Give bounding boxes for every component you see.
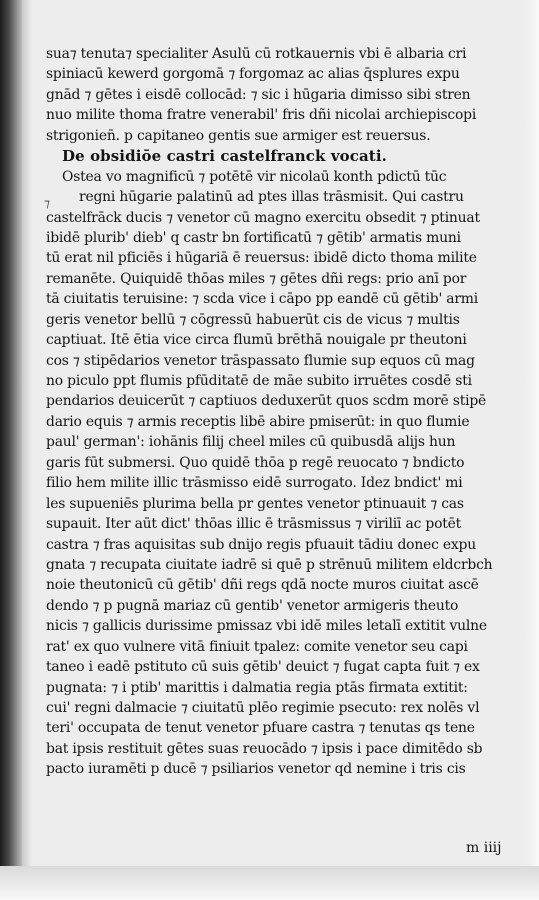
text-line: nicis ⁊ gallicis durissime pmissaz vbi idē miles letalī extitit vulne — [46, 618, 487, 635]
text-line: spiniacū kewerd gorgomā ⁊ forgomaz ac alias q̄splures expu — [46, 66, 460, 83]
signature-mark: m iiij — [466, 840, 502, 856]
text-line: cui' regni dalmacie ⁊ ciuitatū plēo regimie psecuto: rex nolēs vl — [46, 700, 480, 716]
binding-shadow — [0, 0, 22, 900]
text-line: geris venetor bellū ⁊ cōgressū habuerūt cis de vicus ⁊ multis — [46, 311, 460, 328]
text-line: tū erat nil pficiēs i hūgariā ē reuersus: ibidē dicto thoma milite — [46, 250, 477, 267]
text-line: gnād ⁊ gētes i eisdē collocād: ⁊ sic i hūgaria dimisso sibi stren — [46, 86, 471, 103]
text-line: les supueniēs plurima bella pr gentes venetor ptinuauit ⁊ cas — [46, 495, 464, 512]
text-line: filio hem milite illic trāsmisso eidē surrogato. Idez bndict' mi — [46, 475, 463, 492]
text-line: tā ciuitatis teruisine: ⁊ scda vice i cāpo pp eandē cū gētib' armi — [46, 291, 479, 308]
text-line: sua⁊ tenuta⁊ specialiter Asulū cū rotkauernis vbi ē albaria cri — [46, 46, 467, 62]
text-line: nuo milite thoma fratre venerabil' fris dñi nicolai archiepiscopi — [46, 107, 477, 124]
text-line: castelfrāck ducis ⁊ venetor cū magno exercitu obsedit ⁊ ptinuat — [46, 209, 480, 226]
text-line: paul' german': iohānis filij cheel miles cū quibusdā alijs hun — [46, 434, 456, 451]
text-line: strigonien̄. p capitaneo gentis sue armiger est reuersus. — [46, 127, 431, 144]
text-block — [46, 44, 522, 780]
text-line: bat ipsis restituit gētes suas reuocādo ⁊ ipsis i pace dimitēdo sb — [46, 740, 483, 757]
text-line: noie theutonicū cū gētib' dñi regs qdā nocte muros ciuitat ascē — [46, 577, 479, 594]
text-line: gnata ⁊ recupata ciuitate iadrē si quē p strēnuū militem eldcrbch — [46, 556, 493, 573]
page-margin-bottom — [0, 866, 539, 900]
text-line: pacto iuramēti p ducē ⁊ psiliarios venetor qd nemine i tris cis — [46, 761, 466, 778]
text-line: dario equis ⁊ armis receptis libē abire pmiserūt: in quo flumie — [46, 413, 470, 430]
page-margin-right — [525, 0, 539, 900]
text-line: teri' occupata de tenut venetor pfuare castra ⁊ tenutas qs tene — [46, 720, 475, 737]
text-line: dendo ⁊ p pugnā mariaz cū gentib' venetor armigeris theuto — [46, 597, 459, 614]
text-line: ibidē plurib' dieb' q castr bn fortificatū ⁊ gētib' armatis muni — [46, 229, 461, 246]
section-heading: De obsidiōe castri castelfranck vocati. — [62, 147, 387, 166]
text-line: cos ⁊ stipēdarios venetor trāspassato flumie sup equos cū mag — [46, 352, 475, 369]
text-line: no piculo ppt flumis pfūditatē de māe subito irruētes cosdē sti — [46, 373, 472, 389]
text-line: castra ⁊ fras aquisitas sub dnijo regis pfuauit tādiu donec expu — [46, 536, 476, 553]
gutter-shadow — [22, 0, 32, 900]
text-line: pugnata: ⁊ i ptib' marittis i dalmatia regia ptās firmata extitit: — [46, 679, 468, 696]
paragraph-second-line: regni hūgarie palatinū ad ptes illas trāsmisit. Qui castru — [79, 189, 464, 206]
text-line: remanēte. Quiquidē thōas miles ⁊ gētes dñi regs: prio anī por — [46, 270, 467, 287]
text-line: captiuat. Itē ētia vice circa flumū brēthā nouigale pr theutoni — [46, 332, 467, 349]
margin-mark: ⁊ — [44, 196, 50, 210]
text-line: pendarios deuicerūt ⁊ captiuos deduxerūt quos scdm morē stipē — [46, 393, 487, 410]
text-line: garis fūt submersi. Quo quidē thōa p regē reuocato ⁊ bndicto — [46, 454, 465, 471]
text-line: rat' ex quo vulnere vitā finiuit tpalez: comite venetor seu capi — [46, 638, 468, 655]
paragraph-opening-line: Ostea vo magnificū ⁊ potētē vir nicolaū konth pdictū tūc — [62, 168, 447, 185]
text-line: supauit. Iter aūt dict' thōas illic ē trāsmissus ⁊ viriliī ac potēt — [46, 516, 462, 533]
text-line: taneo i eadē pstituto cū suis gētib' deuict ⁊ fugat capta fuit ⁊ ex — [46, 659, 480, 676]
